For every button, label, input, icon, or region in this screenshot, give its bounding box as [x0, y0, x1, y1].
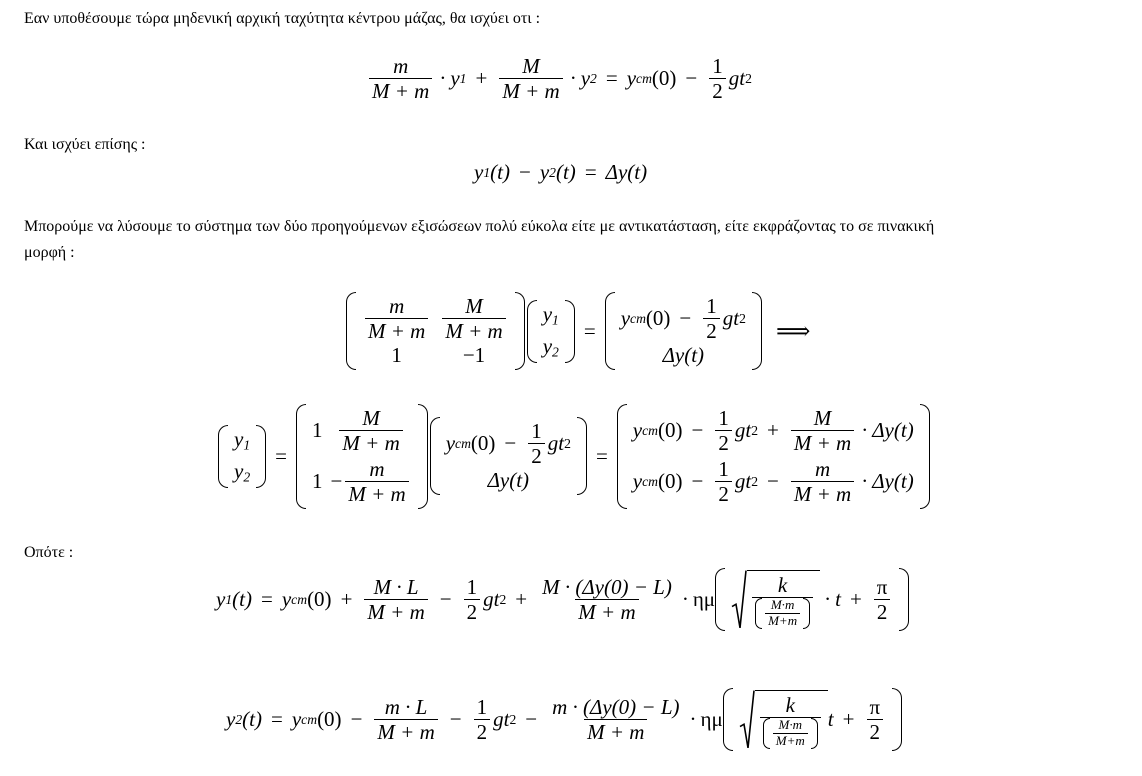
inverse-matrix: 1 $\frac{M}{M + m}$ 1 − $\frac{m}{M + m}$ [296, 404, 428, 509]
equation-matrix-form: $\frac{m}{M + m}$ $\frac{M}{M + m}$ 1 −1 $y_1$ $y_2$ = y cm (0) − $\frac{1}{2}$ g t 2 Δy(t) ⟹ [346, 292, 810, 376]
text-system [24, 214, 934, 266]
result-vector: y cm (0) − $\frac{1}{2}$ g t 2 + $\frac{M}{M + m}$ · Δy(t) y cm (0) − $\frac{1}{2}$ g t 2 − $\frac{m}{M + m}$ · Δy(t) [617, 404, 930, 509]
text-also: Και ισχύει επίσης : [24, 136, 146, 153]
sqrt-sign: $\frac{k}{\frac{M\cdot m}{M+m}}$ [731, 570, 820, 629]
rhs-vector-2: y cm (0) − $\frac{1}{2}$ g t 2 Δy(t) [430, 417, 587, 495]
equation-matrix-solution: $y_1$ $y_2$ = 1 $\frac{M}{M + m}$ 1 − $\frac{m}{M + m}$ y cm (0) − $\frac{1}{2}$ g t 2 Δy(t) = y cm (0) − $\frac{1}{2}$ g t 2 + $\frac{M}{M + m}$ · Δy(t) y cm (0) − $\frac{1}{2}$ g t 2 − $\frac{m}{M + m}$ · Δy(t) [218, 404, 930, 509]
sine-argument-2: $\frac{k}{\frac{M\cdot m}{M+m}}$ t + $\frac{\pi}{2}$ [723, 688, 902, 751]
equation-difference: y 1 (t) − y 2 (t) = Δy(t) [474, 160, 648, 184]
coefficient-matrix: $\frac{m}{M + m}$ $\frac{M}{M + m}$ 1 −1 [346, 292, 525, 370]
equation-y2: y 2 (t) = y cm (0) − $\frac{m \cdot L}{M + m}$ − $\frac{1}{2}$ g t 2 − $\frac{m \cdot (\Delta y(0) - L)}{M + m}$ · ημ $\frac{k}{\frac{M\cdot m}{M+m}}$ t + $\frac{\pi}{2}$ [226, 688, 902, 751]
equation-center-of-mass: $\frac{m}{M + m}$ · y 1 + $\frac{M}{M + m}$ · y 2 = y cm (0) − $\frac{1}{2}$ g t 2 [366, 54, 752, 103]
sqrt-sign: $\frac{k}{\frac{M\cdot m}{M+m}}$ [739, 690, 828, 749]
text-intro: Εαν υποθέσουμε τώρα μηδενική αρχική ταχύτητα κέντρου μάζας, θα ισχύει οτι : [24, 10, 541, 27]
solution-vector: $y_1$ $y_2$ [218, 425, 266, 488]
sine-argument-1: $\frac{k}{\frac{M\cdot m}{M+m}}$ · t + $\frac{\pi}{2}$ [715, 568, 909, 631]
unknown-vector: $y_1$ $y_2$ [527, 300, 575, 363]
rhs-vector: y cm (0) − $\frac{1}{2}$ g t 2 Δy(t) [605, 292, 762, 370]
text-system-line1: Μπορούμε να λύσουμε το σύστημα των δύο προηγούμενων εξισώσεων πολύ εύκολα είτε με αντικατάσταση, είτε εκφράζοντας το σε πινακική [24, 218, 935, 235]
text-therefore: Οπότε : [24, 544, 74, 561]
equation-y1: y 1 (t) = y cm (0) + $\frac{M \cdot L}{M + m}$ − $\frac{1}{2}$ g t 2 + $\frac{M \cdot (\Delta y(0) - L)}{M + m}$ · ημ $\frac{k}{\frac{M\cdot m}{M+m}}$ · t + $\frac{\pi}{2}$ [216, 568, 909, 631]
text-system-line2: μορφή : [24, 244, 75, 261]
